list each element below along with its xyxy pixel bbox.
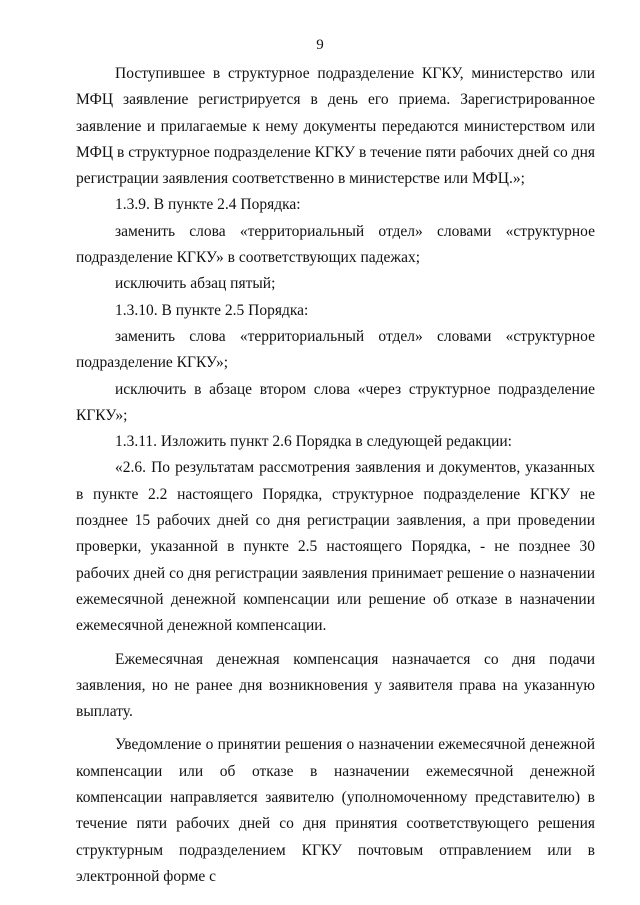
paragraph-item-1-3-9: 1.3.9. В пункте 2.4 Порядка:	[115, 196, 301, 214]
page-number: 9	[316, 37, 324, 53]
paragraph-replace-words-2-5: заменить слова «территориальный отдел» словами «структурное подразделение КГКУ»;	[76, 327, 595, 372]
paragraph-application-registration: Поступившее в структурное подразделение КГКУ, министерство или МФЦ заявление регистрируется в день его приема. Зарегистрированное заявление и прилагаемые к нему документы передаются министерством или МФЦ в структурное подразделение КГКУ в течение пяти рабочих дней со дня регистрации заявления соответственно в министерстве или МФЦ.»;	[76, 65, 595, 188]
paragraph-exclude-fifth-clause: исключить абзац пятый;	[115, 275, 276, 293]
paragraph-replace-words-2-4: заменить слова «территориальный отдел» словами «структурное подразделение КГКУ» в соответствующих падежах;	[76, 222, 595, 267]
paragraph-item-1-3-10: 1.3.10. В пункте 2.5 Порядка:	[115, 301, 309, 319]
document-body	[76, 61, 595, 890]
paragraph-monthly-compensation: Ежемесячная денежная компенсация назначается со дня подачи заявления, но не ранее дня возникновения у заявителя права на указанную выплату.	[76, 650, 595, 721]
paragraph-exclude-words-second-clause: исключить в абзаце втором слова «через структурное подразделение КГКУ»;	[76, 380, 595, 424]
paragraph-item-2-6-decision: «2.6. По результатам рассмотрения заявления и документов, указанных в пункте 2.2 настоящего Порядка, структурное подразделение КГКУ не позднее 15 рабочих дней со дня регистрации заявления, а при проведении проверки, указанной в пункте 2.5 настоящего Порядка, - не позднее 30 рабочих дней со дня регистрации заявления принимает решение о назначении ежемесячной денежной компенсации или решение об отказе в назначении ежемесячной денежной компенсации.	[76, 459, 595, 635]
paragraph-item-1-3-11: 1.3.11. Изложить пункт 2.6 Порядка в следующей редакции:	[115, 433, 512, 451]
paragraph-notification: Уведомление о принятии решения о назначении ежемесячной денежной компенсации или об отказе в назначении ежемесячной денежной компенсации направляется заявителю (уполномоченному представителю) в течение пяти рабочих дней со дня принятия соответствующего решения структурным подразделением КГКУ почтовым отправлением или в электронной форме с	[76, 736, 595, 885]
